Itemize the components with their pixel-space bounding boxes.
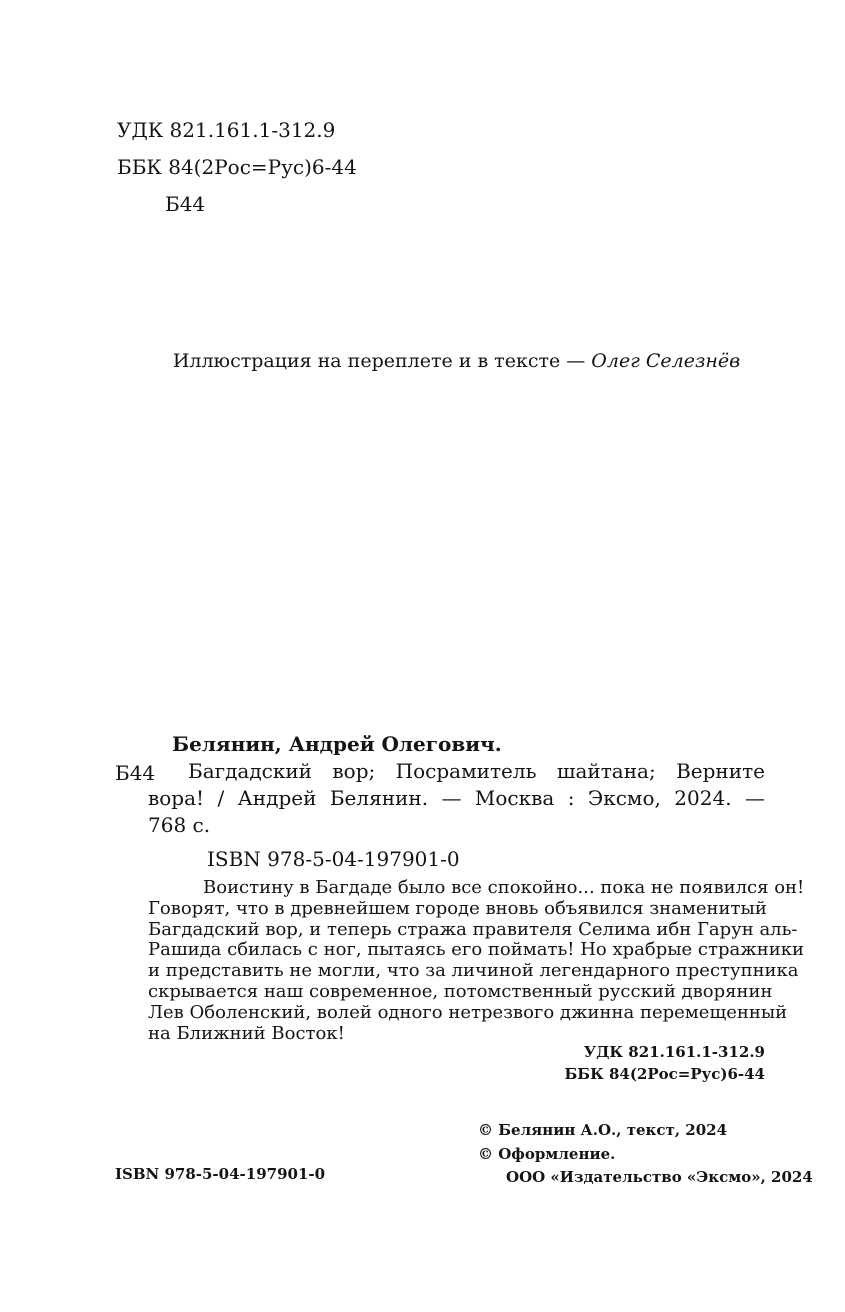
- annotation-line: Багдадский вор, и теперь стража правителя Селима ибн Гарун аль-: [148, 918, 798, 940]
- isbn-entry: ISBN 978-5-04-197901-0: [207, 847, 460, 871]
- catalog-line: вора! / Андрей Белянин. — Москва : Эксмо, 2024. —: [148, 786, 765, 810]
- catalog-line: Багдадский вор; Посрамитель шайтана; Верните: [188, 759, 765, 783]
- copyright-block: [478, 1119, 813, 1190]
- author-heading: Белянин, Андрей Олегович.: [172, 732, 502, 756]
- copyright-publisher-line: ООО «Издательство «Эксмо», 2024: [506, 1168, 813, 1186]
- copyright-design-line: © Оформление.: [478, 1144, 616, 1163]
- catalog-entry: [115, 731, 765, 873]
- illustration-artist-name: Олег Селезнёв: [591, 350, 741, 372]
- udk-bottom-line: УДК 821.161.1-312.9: [583, 1043, 765, 1061]
- classification-top: [117, 112, 357, 223]
- author-sign-top: Б44: [165, 192, 206, 216]
- copyright-author-line: © Белянин А.О., текст, 2024: [478, 1121, 728, 1139]
- annotation-paragraph: [148, 877, 805, 1044]
- annotation-line: и представить не могли, что за личиной легендарного преступника: [148, 960, 799, 982]
- annotation-line: Лев Оболенский, волей одного нетрезвого джинна перемещенный: [148, 1001, 788, 1023]
- annotation-line: на Ближний Восток!: [148, 1022, 345, 1044]
- illustration-credit: [148, 350, 765, 372]
- catalog-description: [148, 758, 765, 839]
- catalog-line: 768 с.: [148, 813, 211, 837]
- bbk-top-line: ББК 84(2Рос=Рус)6-44: [117, 155, 357, 179]
- classification-bottom: [564, 1042, 765, 1085]
- illustration-credit-prefix: Иллюстрация на переплете и в тексте —: [172, 350, 592, 372]
- annotation-line: Рашида сбилась с ног, пытаясь его поймать! Но храбрые стражники: [148, 939, 805, 961]
- isbn-footer: ISBN 978-5-04-197901-0: [115, 1165, 326, 1183]
- annotation-line: Говорят, что в древнейшем городе вновь объявился знаменитый: [148, 897, 767, 919]
- author-sign-entry: Б44: [115, 761, 156, 785]
- annotation-line: скрывается наш современное, потомственный русский дворянин: [148, 980, 773, 1002]
- annotation-line: Воистину в Багдаде было все спокойно... пока не появился он!: [203, 877, 805, 898]
- udk-top-line: УДК 821.161.1-312.9: [117, 118, 336, 142]
- bbk-bottom-line: ББК 84(2Рос=Рус)6-44: [564, 1064, 765, 1083]
